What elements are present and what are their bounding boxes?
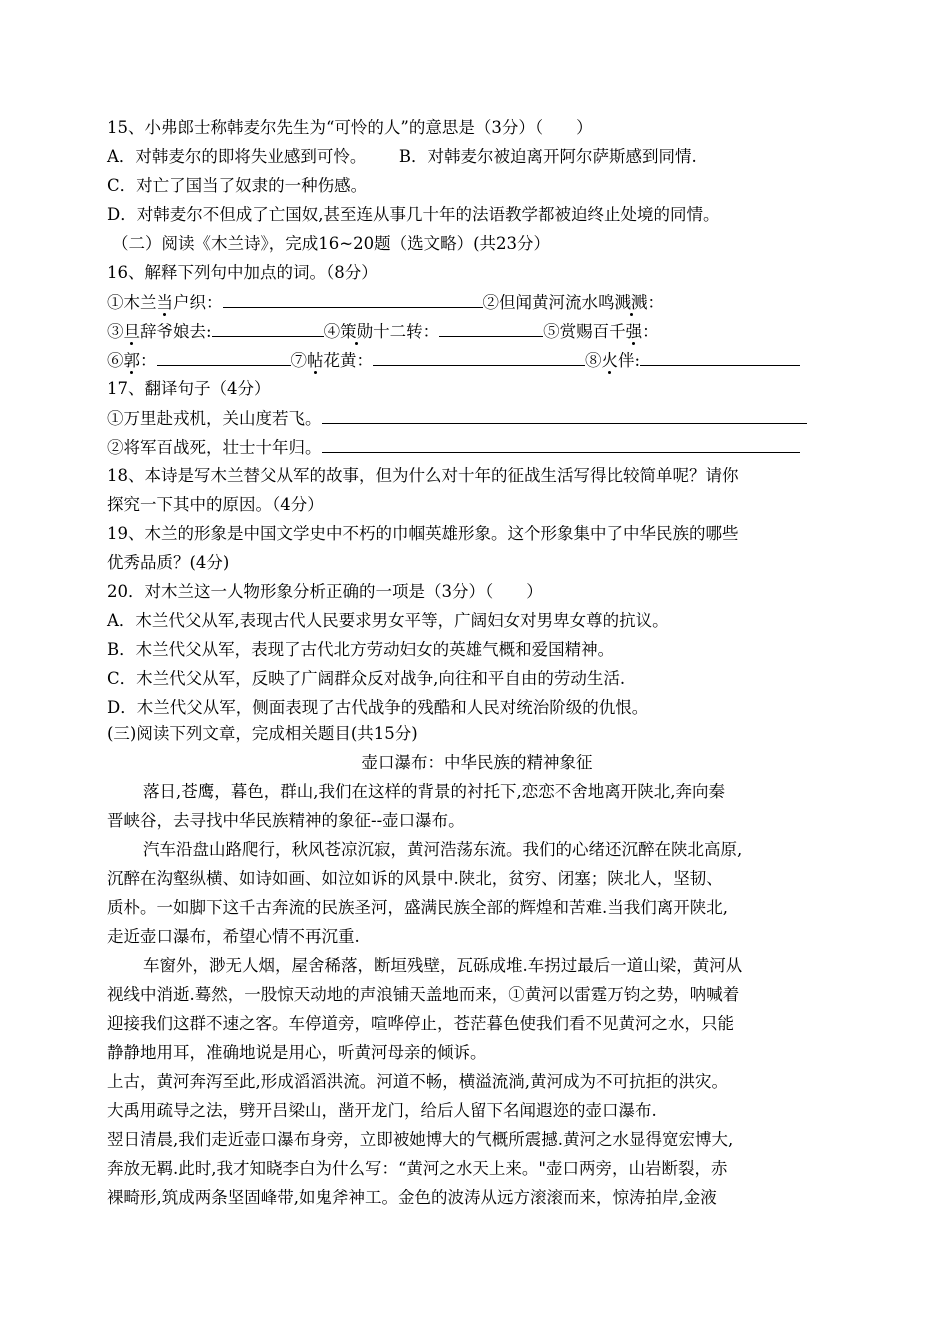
q19-line-1: 19、木兰的形象是中国文学史中不朽的巾帼英雄形象。这个形象集中了中华民族的哪些 [107, 524, 739, 543]
q16-item6-word: 郭 [123, 351, 140, 370]
article-p6-line1: 翌日清晨,我们走近壶口瀑布身旁，立即被她博大的气概所震撼.黄河之水显得宽宏博大, [107, 1130, 734, 1149]
article-p2-line2: 沉醉在沟壑纵横、如诗如画、如泣如诉的风景中.陕北，贫穷、闭塞；陕北人，坚韧、 [107, 869, 723, 888]
q16-item5-word: 强 [625, 322, 643, 341]
article-p3-line2: 视线中消逝.蓦然，一股惊天动地的声浪铺天盖地而来，①黄河以雷霆万钧之势，呐喊着 [107, 985, 740, 1004]
q16-row3 [107, 348, 847, 373]
q16-item1-word: 当 [156, 293, 173, 312]
q15-option-d[interactable]: D．对韩麦尔不但成了亡国奴,甚至连从事几十年的法语教学都被迫终止处境的同情。 [107, 205, 720, 224]
q15-options-ab [107, 145, 847, 169]
q16-item1-pre: ①木兰 [107, 293, 157, 312]
q20-option-b[interactable]: B．木兰代父从军，表现了古代北方劳动妇女的英雄气概和爱国精神。 [107, 640, 615, 659]
q16-item7-pre: ⑦ [290, 351, 307, 370]
q18-line-2: 探究一下其中的原因。（4分） [107, 495, 324, 514]
q17-row2 [107, 435, 847, 460]
q16-item4-post: 十二转： [373, 322, 440, 341]
q17-sentence-2: ②将军百战死，壮士十年归。 [107, 438, 322, 457]
q16-item1-post: 户织： [173, 293, 223, 312]
article-p2-line1: 汽车沿盘山路爬行，秋风苍凉沉寂，黄河浩荡东流。我们的心绪还沉醉在陕北高原, [143, 840, 743, 859]
q17-answer-1[interactable] [322, 406, 807, 424]
q16-row1 [107, 290, 847, 315]
q17-sentence-1: ①万里赴戎机，关山度若飞。 [107, 409, 322, 428]
article-p2-line3: 质朴。一如脚下这千古奔流的民族圣河，盛满民族全部的辉煌和苦难.当我们离开陕北, [107, 898, 728, 917]
q16-item2-post: ： [647, 293, 664, 312]
q16-item7-word: 帖 [307, 351, 324, 370]
q18-line-1: 18、本诗是写木兰替父从军的故事，但为什么对十年的征战生活写得比较简单呢？请你 [107, 466, 739, 485]
q16-item5-pre: ⑤赏赐百千 [543, 322, 626, 341]
article-p1-line2: 晋峡谷，去寻找中华民族精神的象征--壶口瀑布。 [107, 811, 465, 830]
q16-item3-post: 辞爷娘去: [140, 322, 212, 341]
article-p3-line1: 车窗外，渺无人烟，屋舍稀落，断垣残壁，瓦砾成堆.车拐过最后一道山梁，黄河从 [143, 956, 743, 975]
q17-row1 [107, 406, 847, 431]
q16-answer-8[interactable] [640, 348, 800, 366]
q16-item3-pre: ③ [107, 322, 124, 341]
article-p4: 上古，黄河奔泻至此,形成滔滔洪流。河道不畅，横溢流淌,黄河成为不可抗拒的洪灾。 [107, 1072, 728, 1091]
q20-option-a[interactable]: A．木兰代父从军,表现古代人民要求男女平等，广阔妇女对男卑女尊的抗议。 [107, 611, 669, 630]
q17-answer-2[interactable] [322, 435, 800, 453]
q16-item5-post: ： [642, 322, 659, 341]
q19-line-2: 优秀品质？(4分) [107, 553, 230, 572]
q20-option-d[interactable]: D．木兰代父从军，侧面表现了古代战争的残酷和人民对统治阶级的仇恨。 [107, 698, 649, 717]
q16-item3-word: 旦 [123, 322, 140, 341]
article-p3-line3: 迎接我们这群不速之客。车停道旁，喧哗停止，苍茫暮色使我们看不见黄河之水，只能 [107, 1014, 734, 1033]
q16-item8-word: 火 [601, 351, 618, 370]
q16-answer-4[interactable] [439, 319, 543, 337]
q16-item6-post: ： [140, 351, 157, 370]
q16-item2-word: 溅溅 [614, 293, 648, 312]
q16-item2-pre: ②但闻黄河流水鸣 [482, 293, 615, 312]
q16-row2 [107, 319, 847, 344]
q17-stem: 17、翻译句子（4分） [107, 379, 271, 398]
q16-item8-post: 伴: [618, 351, 641, 370]
q16-answer-6[interactable] [157, 348, 291, 366]
q15-stem: 15、小弗郎士称韩麦尔先生为“可怜的人”的意思是（3分）（ ） [107, 118, 593, 137]
q15-option-b[interactable]: B．对韩麦尔被迫离开阿尔萨斯感到同情. [398, 147, 697, 166]
section3-title: (三)阅读下列文章，完成相关题目(共15分) [107, 724, 418, 743]
article-p3-line4: 静静地用耳，准确地说是用心，听黄河母亲的倾诉。 [107, 1043, 487, 1062]
article-p5: 大禹用疏导之法，劈开吕梁山，凿开龙门，给后人留下名闻遐迩的壶口瀑布. [107, 1101, 657, 1120]
q16-answer-1[interactable] [223, 290, 483, 308]
q16-item8-pre: ⑧ [585, 351, 602, 370]
article-p1-line1: 落日,苍鹰，暮色，群山,我们在这样的背景的衬托下,恋恋不舍地离开陕北,奔向秦 [143, 782, 725, 801]
q16-answer-7[interactable] [373, 348, 585, 366]
article-p6-line3: 裸畸形,筑成两条坚固峰带,如鬼斧神工。金色的波涛从远方滚滚而来，惊涛拍岸,金液 [107, 1188, 717, 1207]
q16-stem: 16、解释下列句中加点的词。（8分） [107, 263, 378, 282]
q16-item7-post: 花黄： [323, 351, 373, 370]
q20-option-c[interactable]: C．木兰代父从军，反映了广阔群众反对战争,向往和平自由的劳动生活. [107, 669, 626, 688]
section2-title: （二）阅读《木兰诗》，完成16~20题（选文略）(共23分） [112, 234, 550, 253]
q16-answer-3[interactable] [212, 319, 324, 337]
q16-item4-word: 策勋 [340, 322, 374, 341]
q15-option-c[interactable]: C．对亡了国当了奴隶的一种伤感。 [107, 176, 368, 195]
q20-stem: 20．对木兰这一人物形象分析正确的一项是（3分）（ ） [107, 582, 543, 601]
article-title: 壶口瀑布：中华民族的精神象征 [361, 753, 593, 772]
article-p2-line4: 走近壶口瀑布，希望心情不再沉重. [107, 927, 360, 946]
q16-item4-pre: ④ [323, 322, 341, 341]
q15-option-a[interactable]: A．对韩麦尔的即将失业感到可怜。 [107, 147, 367, 166]
q16-item6-pre: ⑥ [107, 351, 124, 370]
article-p6-line2: 奔放无羁.此时,我才知晓李白为什么写：“黄河之水天上来。"壶口两旁，山岩断裂，赤 [107, 1159, 728, 1178]
